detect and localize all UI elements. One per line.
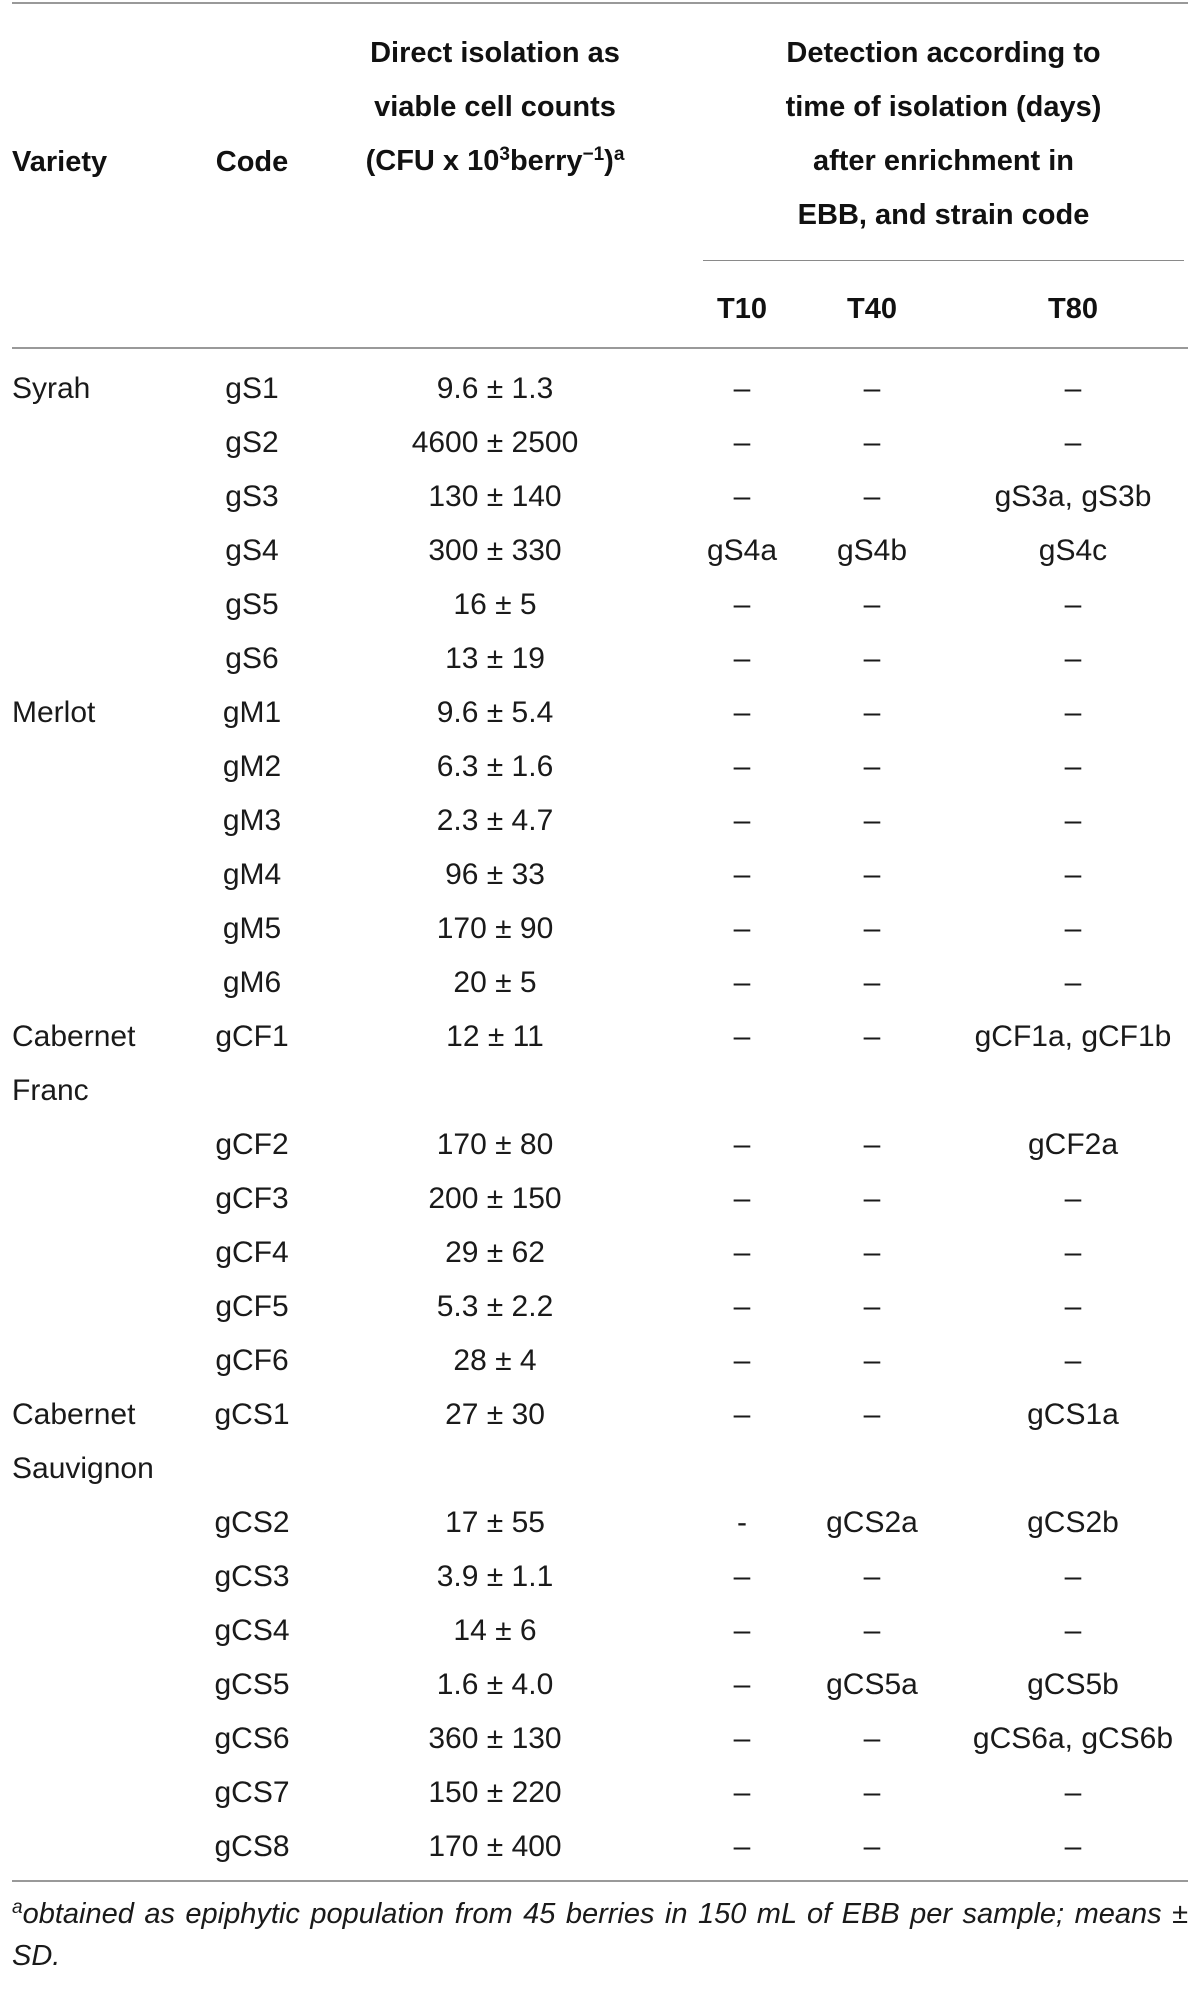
header-variety: Variety [12,146,108,178]
table-row [0,1712,1200,1766]
cell-count: 13 ± 19 [445,642,545,675]
cell-variety: Cabernet Sauvignon [12,1398,154,1485]
cell-t40: – [863,696,881,729]
cell-t40: – [863,1722,881,1755]
cell-t80: – [1064,966,1082,999]
cell-code: gS2 [225,426,279,459]
table-row [0,632,1200,686]
cell-t10: – [733,372,751,405]
cell-count: 3.9 ± 1.1 [436,1560,554,1593]
cell-count: 360 ± 130 [428,1722,562,1755]
cell-code: gM4 [222,858,282,891]
cell-t10: – [733,804,751,837]
cell-t40: gCS2a [826,1506,918,1539]
cell-t40: – [863,804,881,837]
cell-t10: – [733,1398,751,1431]
cell-count: 20 ± 5 [453,966,537,999]
header-direct-line-3: (CFU x $10^3berry^{-1})^a$ [365,144,625,177]
cell-variety: Cabernet Franc [12,1020,136,1107]
cell-code: gM5 [222,912,282,945]
cell-t40: – [863,1182,881,1215]
cell-t80: – [1064,1560,1082,1593]
cell-t10: – [733,1020,751,1053]
cell-t80: – [1064,1776,1082,1809]
cell-code: gCF5 [215,1290,289,1323]
header-detection-line-4: EBB, and strain code [797,199,1090,231]
table-row [0,1226,1200,1280]
header-direct-isolation [320,26,670,188]
cell-t40: gCS5a [826,1668,918,1701]
table-row [0,1766,1200,1820]
cell-t80: gS4c [1038,534,1108,567]
cell-count: 170 ± 90 [436,912,554,945]
cell-t40: – [863,966,881,999]
footnote-marker: a [12,1897,23,1918]
table-row [0,1388,1200,1496]
cell-t40: – [863,858,881,891]
header-t40: T40 [847,293,897,325]
cell-code: gCS2 [214,1506,290,1539]
table-row [0,1820,1200,1874]
cell-t10: - [737,1506,747,1539]
cell-count: 1.6 ± 4.0 [436,1668,554,1701]
cell-t10: – [733,426,751,459]
cell-t40: – [863,1128,881,1161]
table-row [0,1550,1200,1604]
table-row [0,1334,1200,1388]
cell-t10: – [733,1830,751,1863]
cell-count: 4600 ± 2500 [411,426,579,459]
cell-t40: – [863,912,881,945]
table-row [0,1658,1200,1712]
table-row [0,524,1200,578]
table-row [0,416,1200,470]
header-detection-line-3: after enrichment in [812,145,1075,177]
cell-t10: gS4a [706,534,778,567]
cell-t80: gCF2a [1027,1128,1119,1161]
table-row [0,578,1200,632]
table-top-rule [12,2,1188,4]
cell-t40: – [863,480,881,513]
cell-count: 170 ± 400 [428,1830,562,1863]
table-row [0,848,1200,902]
cell-t40: – [863,588,881,621]
cell-t10: – [733,750,751,783]
cell-t80: – [1064,426,1082,459]
cell-count: 200 ± 150 [428,1182,562,1215]
cell-count: 9.6 ± 1.3 [436,372,554,405]
cell-t40: – [863,1830,881,1863]
cell-code: gS5 [225,588,279,621]
cell-t80: gCS1a [1027,1398,1119,1431]
table-row [0,1496,1200,1550]
table-row [0,1604,1200,1658]
cell-t80: gS3a, gS3b [994,480,1152,513]
header-bottom-rule [12,347,1188,349]
cell-count: 29 ± 62 [445,1236,545,1269]
table-row [0,1010,1200,1118]
cell-t10: – [733,1722,751,1755]
cell-count: 12 ± 11 [446,1020,544,1053]
cell-t10: – [733,480,751,513]
cell-code: gCS6 [214,1722,290,1755]
cell-t10: – [733,588,751,621]
cell-code: gCS5 [214,1668,290,1701]
cell-code: gCS3 [214,1560,290,1593]
cell-variety: Merlot [12,696,96,729]
cell-t10: – [733,1344,751,1377]
cell-t10: – [733,1128,751,1161]
cell-t80: – [1064,588,1082,621]
cell-count: 14 ± 6 [453,1614,537,1647]
header-direct-line-1: Direct isolation as [370,37,620,69]
table-row [0,1118,1200,1172]
cell-code: gCF6 [215,1344,289,1377]
cell-code: gS1 [225,372,279,405]
cell-t40: – [863,372,881,405]
cell-code: gCF2 [215,1128,289,1161]
table-row [0,956,1200,1010]
header-t80: T80 [1048,293,1098,325]
cell-t10: – [733,642,751,675]
cell-count: 150 ± 220 [428,1776,562,1809]
cell-count: 2.3 ± 4.7 [436,804,554,837]
cell-t10: – [733,1614,751,1647]
table-row [0,902,1200,956]
header-code: Code [215,146,289,178]
cell-t80: – [1064,1614,1082,1647]
cell-t80: – [1064,642,1082,675]
cell-t40: – [863,1776,881,1809]
table-row [0,1280,1200,1334]
cell-t40: – [863,1020,881,1053]
cell-t40: – [863,642,881,675]
cell-count: 28 ± 4 [453,1344,537,1377]
header-detection-line-2: time of isolation (days) [785,91,1102,123]
table-row [0,1172,1200,1226]
cell-t80: – [1064,1344,1082,1377]
cell-t10: – [733,696,751,729]
cell-count: 27 ± 30 [445,1398,545,1431]
cell-t80: – [1064,750,1082,783]
table-row [0,794,1200,848]
cell-t80: – [1064,372,1082,405]
cell-code: gCF4 [215,1236,289,1269]
footnote-text: obtained as epiphytic population from 45 berries in 150 mL of EBB per sample; means ± SD. [12,1898,1188,1972]
cell-t80: gCS2b [1027,1506,1119,1539]
table-row [0,362,1200,416]
table-row [0,740,1200,794]
cell-t10: – [733,1668,751,1701]
table-bottom-rule [12,1880,1188,1882]
cell-t80: – [1064,1182,1082,1215]
cell-code: gCS1 [214,1398,290,1431]
cell-t10: – [733,1236,751,1269]
cell-count: 170 ± 80 [436,1128,554,1161]
cell-code: gCF3 [215,1182,289,1215]
cell-count: 17 ± 55 [445,1506,545,1539]
footnote [12,1893,1188,1977]
cell-count: 5.3 ± 2.2 [436,1290,554,1323]
cell-count: 9.6 ± 5.4 [436,696,554,729]
cell-t80: – [1064,1236,1082,1269]
cell-t40: – [863,1290,881,1323]
cell-code: gM2 [222,750,282,783]
header-t10: T10 [717,293,767,325]
cell-t80: – [1064,804,1082,837]
table-row [0,686,1200,740]
cell-t10: – [733,1560,751,1593]
cell-t10: – [733,1182,751,1215]
cell-t80: gCS5b [1027,1668,1119,1701]
cell-code: gCS7 [214,1776,290,1809]
cell-t40: – [863,1398,881,1431]
cell-count: 6.3 ± 1.6 [436,750,554,783]
cell-code: gCF1 [215,1020,289,1053]
cell-variety: Syrah [12,372,91,405]
cell-t10: – [733,912,751,945]
header-detection [703,26,1184,242]
cell-code: gS4 [225,534,279,567]
cell-t80: gCS6a, gCS6b [972,1722,1174,1755]
cell-t80: – [1064,858,1082,891]
cell-count: 16 ± 5 [453,588,537,621]
cell-count: 300 ± 330 [428,534,562,567]
cell-t40: – [863,1560,881,1593]
cell-t40: – [863,1236,881,1269]
cell-code: gCS8 [214,1830,290,1863]
cell-t40: – [863,750,881,783]
cell-t80: gCF1a, gCF1b [974,1020,1172,1053]
cell-code: gS6 [225,642,279,675]
cell-count: 96 ± 33 [445,858,545,891]
cell-count: 130 ± 140 [428,480,562,513]
cell-t40: – [863,426,881,459]
cell-t80: – [1064,1830,1082,1863]
cell-code: gM1 [222,696,282,729]
header-detection-line-1: Detection according to [786,37,1101,69]
cell-code: gM6 [222,966,282,999]
cell-t10: – [733,966,751,999]
cell-t10: – [733,858,751,891]
cell-t80: – [1064,1290,1082,1323]
cell-t10: – [733,1290,751,1323]
cell-t80: – [1064,912,1082,945]
cell-code: gM3 [222,804,282,837]
table-body [0,362,1200,1874]
header-direct-line-2: viable cell counts [374,91,616,123]
cell-t10: – [733,1776,751,1809]
cell-code: gCS4 [214,1614,290,1647]
cell-t80: – [1064,696,1082,729]
cell-t40: – [863,1614,881,1647]
detection-subheader-rule [703,260,1184,261]
cell-t40: – [863,1344,881,1377]
table-row [0,470,1200,524]
cell-t40: gS4b [836,534,908,567]
cell-code: gS3 [225,480,279,513]
